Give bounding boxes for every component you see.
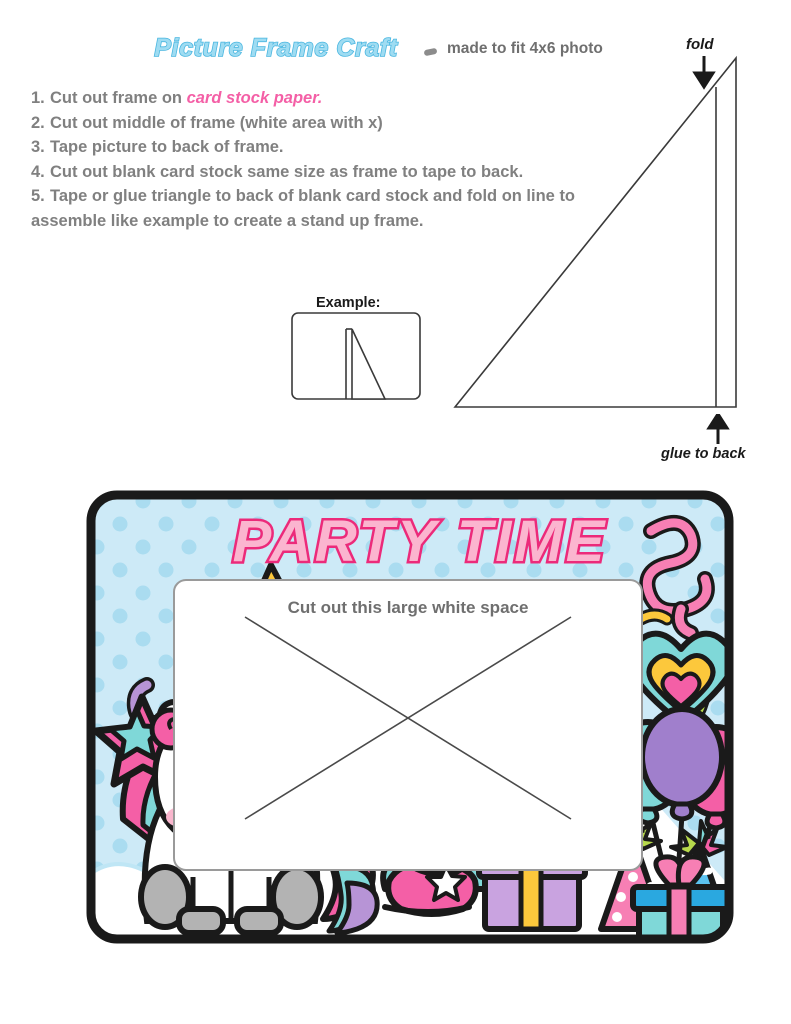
example-label: Example: [316,295,381,311]
step-emphasis: card stock paper. [186,89,323,107]
glue-to-back-label: glue to back [661,446,746,462]
example-diagram [290,311,422,401]
step-number: 3. [31,138,45,156]
photo-window [174,580,642,870]
step-text: Cut out frame on [50,89,187,107]
step-text: Cut out blank card stock same size as frame to tape to back. [50,162,524,181]
fold-label: fold [686,36,714,53]
page-title: Picture Frame Craft [154,34,398,62]
step-number: 4. [31,162,45,181]
party-time-frame [85,489,735,945]
dash-bullet-icon [424,48,438,57]
frame-title: PARTY TIME [232,509,608,574]
made-to-fit-note: made to fit 4x6 photo [447,40,603,57]
arrow-up-icon [705,414,731,444]
step-text: Tape or glue triangle to back of blank card stock and fold on line to assemble like example to create a stand up frame. [31,187,576,230]
step-number: 2. [31,113,45,132]
step-number: 5. [31,187,45,205]
cut-out-instruction: Cut out this large white space [287,598,529,617]
step-text: Tape picture to back of frame. [50,138,284,156]
step-number: 1. [31,89,45,107]
triangle-stand-diagram [452,55,742,410]
step-text: Cut out middle of frame (white area with x) [50,113,383,132]
